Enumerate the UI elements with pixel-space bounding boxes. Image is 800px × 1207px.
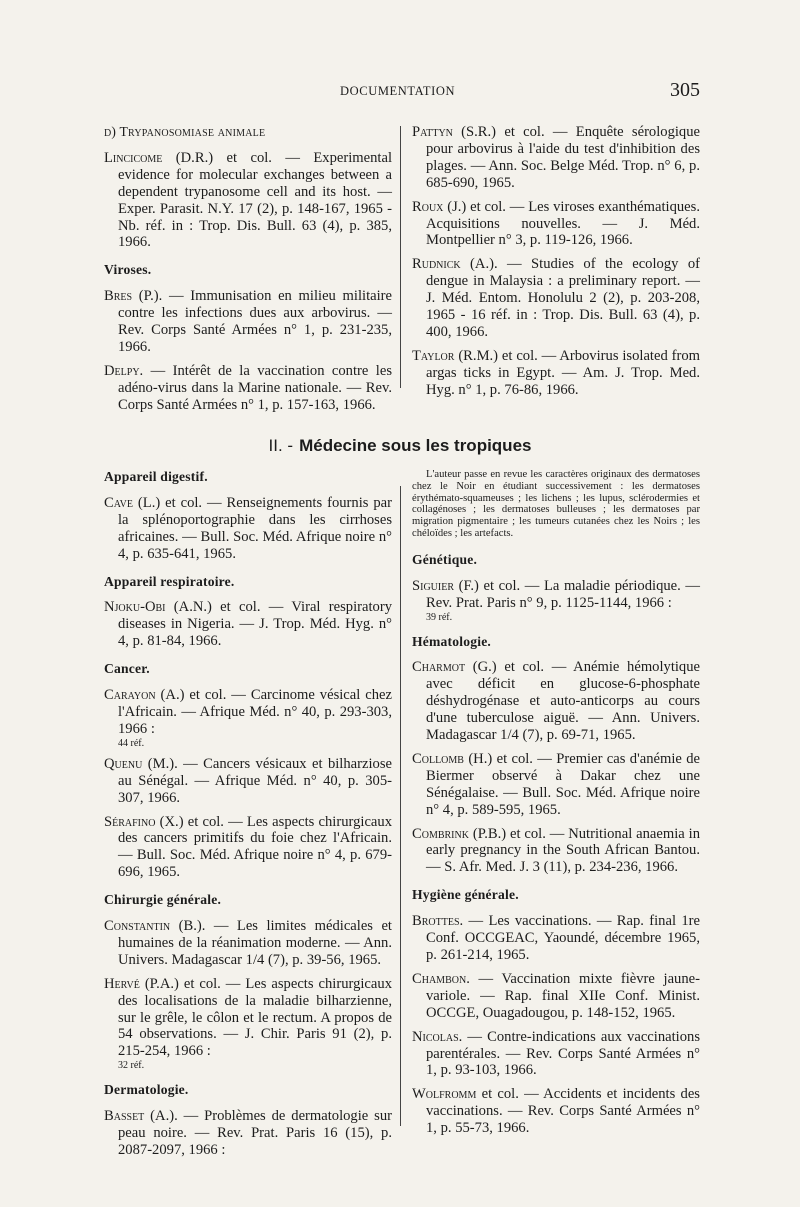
bibliography-entry (412, 199, 700, 250)
entry-author: Carayon (104, 687, 156, 704)
bibliography-entry (412, 1029, 700, 1080)
entry-text: (G.) et col. — Anémie hémolytique avec déficit en glucose-6-phosphate déshydrogénase et auto-anticorps au cours d'une tuberculose aiguë. — Ann. Univers. Madagascar 1/4 (7), p. 69-71, 1965. (426, 659, 700, 744)
bibliography-entry (412, 1086, 700, 1137)
bibliography-entry (104, 814, 392, 882)
column-divider (400, 486, 401, 1126)
abstract-text: L'auteur passe en revue les caractères originaux des dermatoses chez le Noir en étudiant successivement : les dermatoses érythémato-squameuses ; les lichens ; les lupus, sclérodermies et collagénoses ; les dermatoses bulleuses ; les dermatoses par migration pigmentaire ; les tumeurs cutanées chez les Noirs ; les chéloïdes ; les artefacts. (412, 469, 700, 539)
subsection-heading: Cancer. (104, 661, 150, 677)
entry-text: (S.R.) et col. — Enquête sérologique pour arbovirus à l'aide du test d'inhibition des plages. — Ann. Soc. Belge Méd. Trop. n° 6, p. 685-690, 1965. (426, 124, 700, 191)
entry-author: Hervé (104, 975, 140, 992)
entry-author: Chambon (412, 970, 467, 987)
subsection-heading: Viroses. (104, 262, 152, 278)
subsection-heading: Génétique. (412, 551, 478, 567)
entry-text: . — Les vaccinations. — Rap. final 1re Conf. OCCGEAC, Yaoundé, décembre 1965, p. 261-214, 1965. (426, 913, 700, 963)
entry-author: Cave (104, 494, 133, 511)
entry-text: (A.). — Problèmes de dermatologie sur peau noire. — Rev. Prat. Paris 16 (15), p. 2087-2097, 1966 : (118, 1108, 392, 1158)
entry-author: Pattyn (412, 124, 453, 140)
subsection-heading: Appareil digestif. (104, 469, 208, 484)
entry-author: Wolfromm (412, 1086, 477, 1103)
entry-text: (X.) et col. — Les aspects chirurgicaux des cancers primitifs du foie chez l'Africain. — Bull. Soc. Méd. Afrique noire n° 4, p. 679-696, 1965. (118, 813, 392, 881)
entry-text: (P.). — Immunisation en milieu militaire contre les infections dues aux arbovirus. — Rev. Corps Santé Armées n° 1, p. 231-235, 1966. (118, 288, 392, 355)
bibliography-entry (104, 756, 392, 807)
bibliography-entry (104, 918, 392, 969)
entry-text: (F.) et col. — La maladie périodique. — Rev. Prat. Paris n° 9, p. 1125-1144, 1966 : (426, 577, 700, 611)
section-title: Médecine sous les tropiques (299, 436, 532, 455)
running-title: DOCUMENTATION (340, 84, 456, 98)
subsection-heading: Hématologie. (412, 633, 492, 649)
entry-text: (P.A.) et col. — Les aspects chirurgicaux des localisations de la maladie bilharzienne, sur le grêle, le côlon et le rectum. A propos de 54 observations. — J. Chir. Paris 91 (2), p. 215-254, 1966 : (118, 975, 392, 1060)
entry-author: Collomb (412, 750, 464, 767)
entry-text: (A.N.) et col. — Viral respiratory diseases in Nigeria. — J. Trop. Méd. Hyg. n° 4, p. 81-84, 1966. (118, 599, 392, 650)
bibliography-entry (412, 751, 700, 819)
bibliography-entry (104, 687, 392, 749)
bibliography-entry (104, 976, 392, 1072)
bibliography-entry (104, 599, 392, 650)
bibliography-entry (412, 913, 700, 964)
entry-author: Taylor (412, 347, 455, 364)
bibliography-entry (104, 1108, 392, 1159)
bibliography-entry (412, 659, 700, 744)
entry-author: Lincicome (104, 149, 163, 166)
column-divider (400, 126, 401, 388)
reference-count: 32 réf. (118, 1060, 145, 1072)
subsection-heading: Hygiène générale. (412, 887, 519, 903)
entry-text: et col. — Accidents et incidents des vaccinations. — Rev. Corps Santé Armées n° 1, p. 55-73, 1966. (426, 1086, 700, 1137)
subsection-heading: Appareil respiratoire. (104, 573, 235, 589)
bibliography-entry (412, 256, 700, 341)
entry-text: (A.). — Studies of the ecology of dengue in Malaysia : a preliminary report. — J. Méd. Entom. Honolulu 2 (2), p. 203-208, 1965 - 16 réf. in : Trop. Dis. Bull. 63 (4), p. 400, 1966. (426, 256, 700, 340)
entry-text: (P.B.) et col. — Nutritional anaemia in early pregnancy in the South African Bantou. — S. Afr. Med. J. 3 (11), p. 234-236, 1966. (426, 825, 700, 876)
entry-text: (D.R.) et col. — Experimental evidence for molecular exchanges between a dependent trypanosome cell and its host. — Exper. Parasit. N.Y. 17 (2), p. 148-167, 1965 - Nb. réf. in : Trop. Dis. Bull. 63 (4), p. 385, 1966. (118, 149, 392, 251)
entry-author: Basset (104, 1108, 145, 1125)
subsection-heading: d) Trypanosomiase animale (104, 124, 266, 139)
entry-text: . — Intérêt de la vaccination contre les adéno-virus dans la Marine nationale. — Rev. Corps Santé Armées n° 1, p. 157-163, 1966. (118, 362, 392, 413)
entry-text: (A.) et col. — Carcinome vésical chez l'Africain. — Afrique Méd. n° 40, p. 293-303, 1966 : (118, 687, 392, 737)
entry-author: Bres (104, 288, 133, 305)
bibliography-entry (412, 348, 700, 399)
column-bottom-right (412, 469, 700, 1144)
entry-text: (R.M.) et col. — Arbovirus isolated from argas ticks in Egypt. — Am. J. Trop. Med. Hyg. n° 1, p. 76-86, 1966. (426, 347, 700, 398)
entry-text: (J.) et col. — Les viroses exanthématiques. Acquisitions nouvelles. — J. Méd. Montpellier n° 3, p. 119-126, 1966. (426, 198, 700, 249)
bibliography-entry (104, 363, 392, 414)
subsection-heading: Chirurgie générale. (104, 892, 222, 908)
bibliography-entry (412, 826, 700, 877)
entry-author: Charmot (412, 659, 466, 676)
entry-author: Constantin (104, 918, 171, 935)
section-number: II. - (268, 436, 294, 455)
bibliography-entry (104, 495, 392, 563)
page-number: 305 (670, 79, 700, 101)
bibliography-entry (412, 971, 700, 1022)
entry-author: Nicolas (412, 1028, 459, 1045)
bibliography-entry (412, 124, 700, 192)
entry-author: Siguier (412, 577, 454, 594)
entry-text: (H.) et col. — Premier cas d'anémie de Biermer observé à Dakar chez une Sénégalaise. — Bull. Soc. Méd. Afrique noire n° 4, p. 589-595, 1965. (426, 750, 700, 818)
column-bottom-left (104, 469, 392, 1166)
entry-text: . — Vaccination mixte fièvre jaune-variole. — Rap. final XIIe Conf. Minist. OCCGE, Ouagadougou, p. 148-152, 1965. (426, 970, 700, 1021)
entry-author: Rudnick (412, 256, 461, 273)
entry-text: (B.). — Les limites médicales et humaines de la réanimation moderne. — Ann. Univers. Madagascar 1/4 (7), p. 39-56, 1965. (118, 918, 392, 968)
entry-author: Quenu (104, 755, 143, 772)
entry-author: Brottes (412, 913, 460, 930)
entry-text: (L.) et col. — Renseignements fournis par la splénoportographie dans les cirrhoses africaines. — Bull. Soc. Méd. Afrique noire n° 4, p. 635-641, 1965. (118, 494, 392, 562)
entry-author: Sérafino (104, 813, 156, 830)
reference-count: 44 réf. (118, 737, 145, 749)
entry-author: Combrink (412, 825, 469, 842)
entry-author: Delpy (104, 362, 140, 379)
subsection-heading: Dermatologie. (104, 1082, 189, 1098)
bibliography-entry (104, 150, 392, 251)
entry-text: (M.). — Cancers vésicaux et bilharziose au Sénégal. — Afrique Méd. n° 40, p. 305-307, 1966. (118, 755, 392, 806)
bibliography-entry (412, 578, 700, 623)
column-top-right (412, 124, 700, 406)
entry-author: Njoku-Obi (104, 599, 166, 616)
section-heading (0, 436, 800, 456)
entry-text: . — Contre-indications aux vaccinations parentérales. — Rev. Corps Santé Armées n° 1, p. 93-103, 1966. (426, 1028, 700, 1079)
running-head (0, 79, 800, 104)
bibliography-entry (104, 288, 392, 356)
entry-author: Roux (412, 198, 444, 215)
reference-count: 39 réf. (426, 611, 453, 623)
column-top-left (104, 124, 392, 421)
